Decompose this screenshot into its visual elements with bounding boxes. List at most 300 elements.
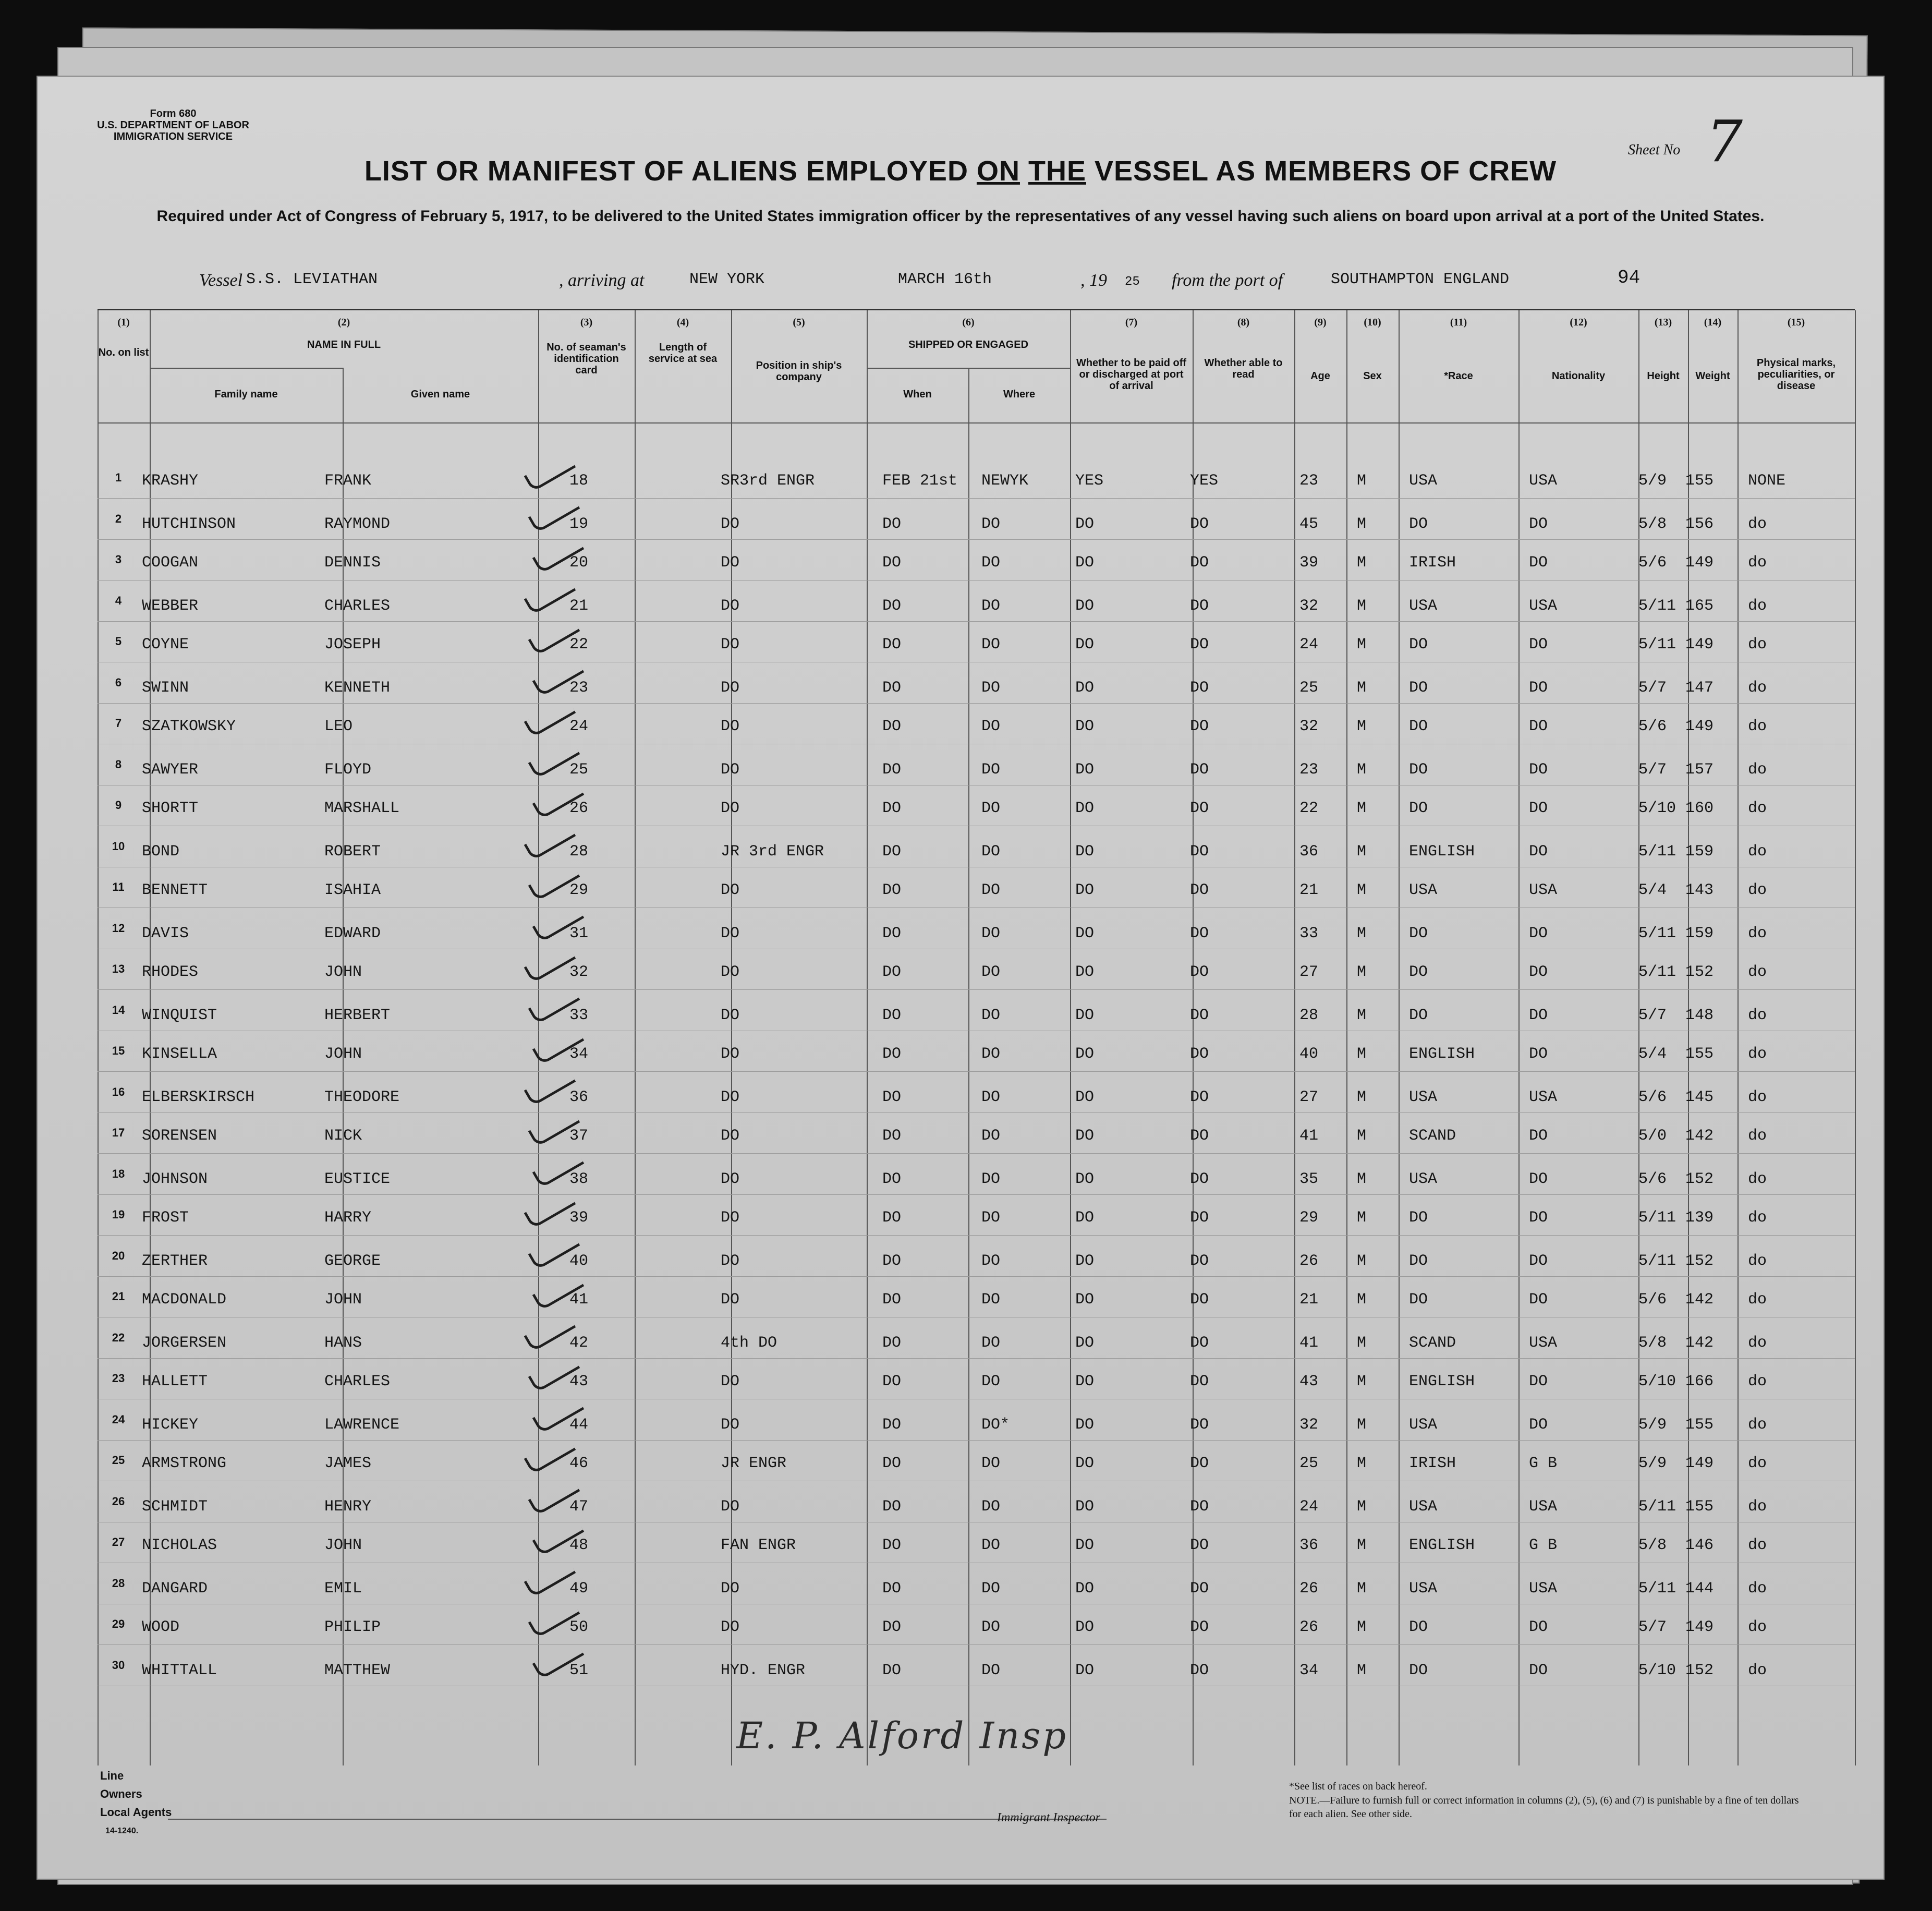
weight-cell: 149 (1685, 554, 1714, 572)
sex-cell: M (1357, 472, 1367, 490)
inspector-signature: E. P. Alford Insp (736, 1714, 1068, 1757)
shipped-when-cell: DO (882, 1618, 902, 1636)
marks-cell: do (1748, 1661, 1767, 1679)
able-read-cell: DO (1190, 1497, 1209, 1516)
nationality-cell: DO (1529, 1170, 1548, 1188)
race-cell: USA (1409, 1088, 1438, 1106)
height-cell: 5/7 (1638, 1006, 1667, 1024)
year-suffix: 25 (1125, 275, 1140, 289)
table-row (98, 1194, 1855, 1195)
paid-off-cell: DO (1075, 1373, 1095, 1390)
able-read-cell: DO (1190, 881, 1209, 899)
sex-cell: M (1357, 1127, 1367, 1145)
shipped-when-cell: DO (882, 963, 902, 981)
table-row (98, 1358, 1855, 1359)
marks-cell: do (1748, 1618, 1767, 1636)
family-name-cell: JOHNSON (142, 1170, 208, 1188)
position-cell: JR ENGR (721, 1455, 787, 1472)
id-card-cell: 33 (569, 1006, 589, 1024)
shipped-where-cell: DO (981, 554, 1001, 572)
footer-form-code: 14-1240. (105, 1827, 139, 1835)
id-card-cell: 20 (569, 554, 589, 572)
given-name-cell: RAYMOND (324, 515, 391, 533)
row-number: 22 (112, 1331, 125, 1344)
shipped-when-cell: DO (882, 760, 902, 779)
title-the: THE (1028, 155, 1086, 187)
row-number: 21 (112, 1290, 125, 1303)
header-able-read: Whether able to read (1204, 357, 1283, 380)
paid-off-cell: DO (1075, 1006, 1095, 1024)
shipped-where-cell: DO (981, 1455, 1001, 1472)
position-cell: DO (721, 1291, 740, 1309)
paid-off-cell: DO (1075, 1537, 1095, 1554)
paid-off-cell: DO (1075, 924, 1095, 942)
given-name-cell: HENRY (324, 1497, 372, 1516)
shipped-when-cell: DO (882, 1455, 902, 1472)
shipped-when-cell: DO (882, 1088, 902, 1106)
age-cell: 33 (1299, 924, 1319, 942)
able-read-cell: DO (1190, 1579, 1209, 1598)
given-name-cell: MARSHALL (324, 800, 400, 817)
nationality-cell: DO (1529, 1291, 1548, 1309)
shipped-where-cell: DO (981, 881, 1001, 899)
able-read-cell: DO (1190, 1170, 1209, 1188)
col-12-number: (12) (1570, 317, 1587, 328)
age-cell: 28 (1299, 1006, 1319, 1024)
paid-off-cell: DO (1075, 1252, 1095, 1270)
table-row (98, 1276, 1855, 1277)
id-card-cell: 28 (569, 842, 589, 861)
paid-off-cell: DO (1075, 881, 1095, 899)
able-read-cell: DO (1190, 1127, 1209, 1145)
marks-cell: do (1748, 1088, 1767, 1106)
shipped-where-cell: DO (981, 1537, 1001, 1554)
nationality-cell: DO (1529, 1416, 1548, 1434)
marks-cell: NONE (1748, 472, 1786, 490)
position-cell: DO (721, 800, 740, 817)
given-name-cell: PHILIP (324, 1618, 381, 1636)
weight-cell: 152 (1685, 963, 1714, 981)
col-2-number: (2) (337, 317, 350, 328)
able-read-cell: DO (1190, 1209, 1209, 1227)
paid-off-cell: DO (1075, 554, 1095, 572)
able-read-cell: DO (1190, 1455, 1209, 1472)
shipped-where-cell: DO (981, 1497, 1001, 1516)
shipped-when-cell: DO (882, 597, 902, 615)
position-cell: DO (721, 1373, 740, 1390)
sheet-number: 7 (1706, 108, 1743, 175)
position-cell: DO (721, 881, 740, 899)
marks-cell: do (1748, 1373, 1767, 1390)
marks-cell: do (1748, 554, 1767, 572)
given-name-cell: HERBERT (324, 1006, 391, 1024)
sex-cell: M (1357, 1252, 1367, 1270)
shipped-where-cell: DO (981, 1045, 1001, 1063)
sex-cell: M (1357, 718, 1367, 735)
id-card-cell: 29 (569, 881, 589, 899)
able-read-cell: DO (1190, 1334, 1209, 1352)
nationality-cell: DO (1529, 515, 1548, 533)
able-read-cell: DO (1190, 597, 1209, 615)
title-part1: LIST OR MANIFEST OF ALIENS EMPLOYED (364, 155, 968, 187)
shipped-when-cell: DO (882, 1045, 902, 1063)
able-read-cell: DO (1190, 760, 1209, 779)
col-3-number: (3) (580, 317, 593, 328)
shipped-when-cell: DO (882, 636, 902, 654)
height-cell: 5/7 (1638, 760, 1667, 779)
given-name-cell: DENNIS (324, 554, 381, 572)
col-10-number: (10) (1364, 317, 1381, 328)
age-cell: 27 (1299, 963, 1319, 981)
position-cell: 4th DO (721, 1334, 777, 1352)
position-cell: DO (721, 515, 740, 533)
footer-owners: Owners (100, 1787, 142, 1800)
family-name-cell: SZATKOWSKY (142, 718, 236, 735)
vessel-label: Vessel (199, 271, 243, 290)
row-number: 29 (112, 1617, 125, 1630)
age-cell: 35 (1299, 1170, 1319, 1188)
id-card-cell: 32 (569, 963, 589, 981)
nationality-cell: DO (1529, 718, 1548, 735)
marks-cell: do (1748, 1537, 1767, 1554)
age-cell: 36 (1299, 1537, 1319, 1554)
height-cell: 5/8 (1638, 1334, 1667, 1352)
weight-cell: 149 (1685, 1618, 1714, 1636)
row-number: 8 (115, 757, 122, 771)
row-number: 16 (112, 1085, 125, 1098)
service-label: IMMIGRATION SERVICE (113, 131, 233, 142)
id-card-cell: 24 (569, 718, 589, 735)
sex-cell: M (1357, 597, 1367, 615)
department-label: U.S. DEPARTMENT OF LABOR (97, 119, 249, 131)
race-cell: SCAND (1409, 1127, 1456, 1145)
race-cell: USA (1409, 1416, 1438, 1434)
given-name-cell: CHARLES (324, 597, 391, 615)
id-card-cell: 18 (569, 472, 589, 490)
family-name-cell: SWINN (142, 679, 189, 697)
sex-cell: M (1357, 800, 1367, 817)
age-cell: 25 (1299, 679, 1319, 697)
nationality-cell: DO (1529, 1006, 1548, 1024)
weight-cell: 160 (1685, 800, 1714, 817)
paid-off-cell: DO (1075, 1416, 1095, 1434)
row-number: 3 (115, 553, 122, 566)
nationality-cell: DO (1529, 1618, 1548, 1636)
shipped-where-cell: DO (981, 1209, 1001, 1227)
height-cell: 5/4 (1638, 1045, 1667, 1063)
header-shipped: SHIPPED OR ENGAGED (908, 339, 1029, 350)
height-cell: 5/6 (1638, 1088, 1667, 1106)
sex-cell: M (1357, 963, 1367, 981)
header-no-on-list: No. on list (98, 347, 149, 358)
shipped-where-cell: DO (981, 1373, 1001, 1390)
sex-cell: M (1357, 636, 1367, 654)
race-cell: DO (1409, 924, 1428, 942)
paid-off-cell: DO (1075, 1170, 1095, 1188)
id-card-cell: 51 (569, 1661, 589, 1679)
family-name-cell: JORGERSEN (142, 1334, 227, 1352)
nationality-cell: DO (1529, 760, 1548, 779)
id-card-cell: 43 (569, 1373, 589, 1390)
given-name-cell: JAMES (324, 1455, 372, 1472)
able-read-cell: DO (1190, 1661, 1209, 1679)
footer-rule (168, 1819, 1107, 1820)
shipped-when-cell: DO (882, 1416, 902, 1434)
height-cell: 5/8 (1638, 515, 1667, 533)
race-cell: USA (1409, 1497, 1438, 1516)
shipped-where-cell: DO (981, 679, 1001, 697)
id-card-cell: 37 (569, 1127, 589, 1145)
id-card-cell: 50 (569, 1618, 589, 1636)
height-cell: 5/11 (1638, 636, 1676, 654)
race-cell: IRISH (1409, 1455, 1456, 1472)
able-read-cell: DO (1190, 1537, 1209, 1554)
sex-cell: M (1357, 1170, 1367, 1188)
id-card-cell: 42 (569, 1334, 589, 1352)
id-card-cell: 41 (569, 1291, 589, 1309)
title-part2: VESSEL AS MEMBERS OF CREW (1094, 155, 1557, 187)
sex-cell: M (1357, 1537, 1367, 1554)
age-cell: 23 (1299, 760, 1319, 779)
shipped-when-cell: DO (882, 515, 902, 533)
row-number: 23 (112, 1372, 125, 1385)
race-cell: ENGLISH (1409, 1045, 1475, 1063)
given-name-cell: JOHN (324, 1291, 362, 1309)
header-where: Where (1003, 389, 1036, 400)
col-9-number: (9) (1314, 317, 1327, 328)
weight-cell: 152 (1685, 1170, 1714, 1188)
shipped-where-cell: DO (981, 1127, 1001, 1145)
year-prefix: , 19 (1080, 271, 1107, 290)
shipped-when-cell: DO (882, 1006, 902, 1024)
family-name-cell: WHITTALL (142, 1661, 217, 1679)
age-cell: 40 (1299, 1045, 1319, 1063)
marks-cell: do (1748, 636, 1767, 654)
shipped-when-cell: DO (882, 1252, 902, 1270)
family-name-cell: RHODES (142, 963, 199, 981)
table-row (98, 1112, 1855, 1113)
given-name-cell: HANS (324, 1334, 362, 1352)
table-row (98, 1644, 1855, 1645)
height-cell: 5/11 (1638, 1579, 1676, 1598)
height-cell: 5/6 (1638, 1170, 1667, 1188)
nationality-cell: USA (1529, 881, 1558, 899)
id-card-cell: 48 (569, 1537, 589, 1554)
sex-cell: M (1357, 760, 1367, 779)
weight-cell: 139 (1685, 1209, 1714, 1227)
shipped-when-cell: FEB 21st (882, 472, 958, 490)
sex-cell: M (1357, 679, 1367, 697)
paid-off-cell: DO (1075, 842, 1095, 861)
height-cell: 5/11 (1638, 597, 1676, 615)
race-cell: DO (1409, 963, 1428, 981)
row-number: 10 (112, 839, 125, 853)
race-cell: DO (1409, 679, 1428, 697)
family-name-cell: BENNETT (142, 881, 208, 899)
paid-off-cell: DO (1075, 679, 1095, 697)
able-read-cell: DO (1190, 1006, 1209, 1024)
id-card-cell: 47 (569, 1497, 589, 1516)
nationality-cell: DO (1529, 842, 1548, 861)
weight-cell: 142 (1685, 1334, 1714, 1352)
weight-cell: 155 (1685, 1416, 1714, 1434)
row-number: 2 (115, 512, 122, 525)
height-cell: 5/4 (1638, 881, 1667, 899)
age-cell: 41 (1299, 1127, 1319, 1145)
shipped-when-cell: DO (882, 1209, 902, 1227)
header-marks: Physical marks, peculiarities, or disease (1756, 357, 1836, 392)
position-cell: DO (721, 963, 740, 981)
paid-off-cell: DO (1075, 1661, 1095, 1679)
id-card-cell: 22 (569, 636, 589, 654)
weight-cell: 157 (1685, 760, 1714, 779)
col-14-number: (14) (1704, 317, 1722, 328)
from-port-label: from the port of (1172, 271, 1283, 290)
paid-off-cell: DO (1075, 760, 1095, 779)
marks-cell: do (1748, 924, 1767, 942)
position-cell: DO (721, 1579, 740, 1598)
age-cell: 26 (1299, 1579, 1319, 1598)
nationality-cell: DO (1529, 679, 1548, 697)
sex-cell: M (1357, 515, 1367, 533)
manifest-page (37, 76, 1885, 1880)
row-number: 25 (112, 1454, 125, 1467)
nationality-cell: DO (1529, 1045, 1548, 1063)
form-number: Form 680 (150, 108, 197, 119)
footer-line: Line (100, 1769, 124, 1782)
given-name-cell: KENNETH (324, 679, 391, 697)
given-name-cell: FRANK (324, 472, 372, 490)
shipped-where-cell: DO (981, 1334, 1001, 1352)
row-number: 5 (115, 635, 122, 648)
sex-cell: M (1357, 554, 1367, 572)
shipped-where-cell: DO (981, 1170, 1001, 1188)
paid-off-cell: DO (1075, 515, 1095, 533)
weight-cell: 165 (1685, 597, 1714, 615)
age-cell: 32 (1299, 718, 1319, 735)
marks-cell: do (1748, 1006, 1767, 1024)
nationality-cell: DO (1529, 1127, 1548, 1145)
weight-cell: 143 (1685, 881, 1714, 899)
race-cell: DO (1409, 1209, 1428, 1227)
nationality-cell: DO (1529, 1373, 1548, 1390)
shipped-where-cell: DO (981, 1661, 1001, 1679)
marks-cell: do (1748, 1291, 1767, 1309)
given-name-cell: EMIL (324, 1579, 362, 1598)
family-name-cell: SORENSEN (142, 1127, 217, 1145)
shipped-when-cell: DO (882, 1579, 902, 1598)
given-name-cell: LAWRENCE (324, 1416, 400, 1434)
table-row (98, 703, 1855, 704)
id-card-cell: 26 (569, 800, 589, 817)
able-read-cell: DO (1190, 679, 1209, 697)
able-read-cell: DO (1190, 963, 1209, 981)
race-cell: DO (1409, 1006, 1428, 1024)
race-cell: ENGLISH (1409, 842, 1475, 861)
weight-cell: 159 (1685, 924, 1714, 942)
family-name-cell: DAVIS (142, 924, 189, 942)
nationality-cell: DO (1529, 924, 1548, 942)
vessel-name: S.S. LEVIATHAN (246, 271, 378, 288)
header-weight: Weight (1695, 370, 1730, 382)
able-read-cell: DO (1190, 718, 1209, 735)
height-cell: 5/0 (1638, 1127, 1667, 1145)
position-cell: JR 3rd ENGR (721, 842, 824, 861)
shipped-when-cell: DO (882, 554, 902, 572)
weight-cell: 166 (1685, 1373, 1714, 1390)
given-name-cell: EUSTICE (324, 1170, 391, 1188)
age-cell: 32 (1299, 1416, 1319, 1434)
family-name-cell: COOGAN (142, 554, 199, 572)
col-8-number: (8) (1237, 317, 1250, 328)
age-cell: 22 (1299, 800, 1319, 817)
position-cell: DO (721, 1045, 740, 1063)
marks-cell: do (1748, 760, 1767, 779)
family-name-cell: WOOD (142, 1618, 180, 1636)
table-row (98, 539, 1855, 540)
id-card-cell: 34 (569, 1045, 589, 1063)
sex-cell: M (1357, 1661, 1367, 1679)
header-age: Age (1310, 370, 1330, 382)
age-cell: 45 (1299, 515, 1319, 533)
able-read-cell: DO (1190, 1373, 1209, 1390)
col-15-number: (15) (1787, 317, 1805, 328)
header-sex: Sex (1363, 370, 1382, 382)
shipped-where-cell: DO (981, 963, 1001, 981)
age-cell: 24 (1299, 636, 1319, 654)
shipped-where-cell: DO* (981, 1416, 1010, 1434)
weight-cell: 156 (1685, 515, 1714, 533)
position-cell: HYD. ENGR (721, 1661, 806, 1679)
paid-off-cell: DO (1075, 1455, 1095, 1472)
weight-cell: 155 (1685, 472, 1714, 490)
weight-cell: 145 (1685, 1088, 1714, 1106)
col-4-number: (4) (676, 317, 689, 328)
weight-cell: 152 (1685, 1252, 1714, 1270)
height-cell: 5/10 (1638, 1661, 1676, 1679)
age-cell: 27 (1299, 1088, 1319, 1106)
marks-cell: do (1748, 1416, 1767, 1434)
position-cell: DO (721, 1127, 740, 1145)
sex-cell: M (1357, 924, 1367, 942)
given-name-cell: LEO (324, 718, 353, 735)
paid-off-cell: DO (1075, 1497, 1095, 1516)
position-cell: FAN ENGR (721, 1537, 796, 1554)
paid-off-cell: DO (1075, 963, 1095, 981)
race-cell: ENGLISH (1409, 1373, 1475, 1390)
position-cell: DO (721, 760, 740, 779)
row-number: 13 (112, 962, 125, 975)
row-number: 9 (115, 799, 122, 812)
race-cell: USA (1409, 597, 1438, 615)
row-number: 27 (112, 1535, 125, 1549)
family-name-cell: MACDONALD (142, 1291, 227, 1309)
family-name-cell: DANGARD (142, 1579, 208, 1598)
header-id-card: No. of seaman's identification card (546, 342, 626, 376)
marks-cell: do (1748, 1579, 1767, 1598)
shipped-where-cell: DO (981, 515, 1001, 533)
weight-cell: 148 (1685, 1006, 1714, 1024)
row-number: 26 (112, 1494, 125, 1508)
given-name-cell: ISAHIA (324, 881, 381, 899)
family-name-cell: COYNE (142, 636, 189, 654)
header-paid-off: Whether to be paid off or discharged at port of arrival (1076, 357, 1187, 392)
given-name-cell: EDWARD (324, 924, 381, 942)
race-cell: USA (1409, 881, 1438, 899)
col-1-number: (1) (117, 317, 130, 328)
shipped-when-cell: DO (882, 679, 902, 697)
paid-off-cell: DO (1075, 1209, 1095, 1227)
